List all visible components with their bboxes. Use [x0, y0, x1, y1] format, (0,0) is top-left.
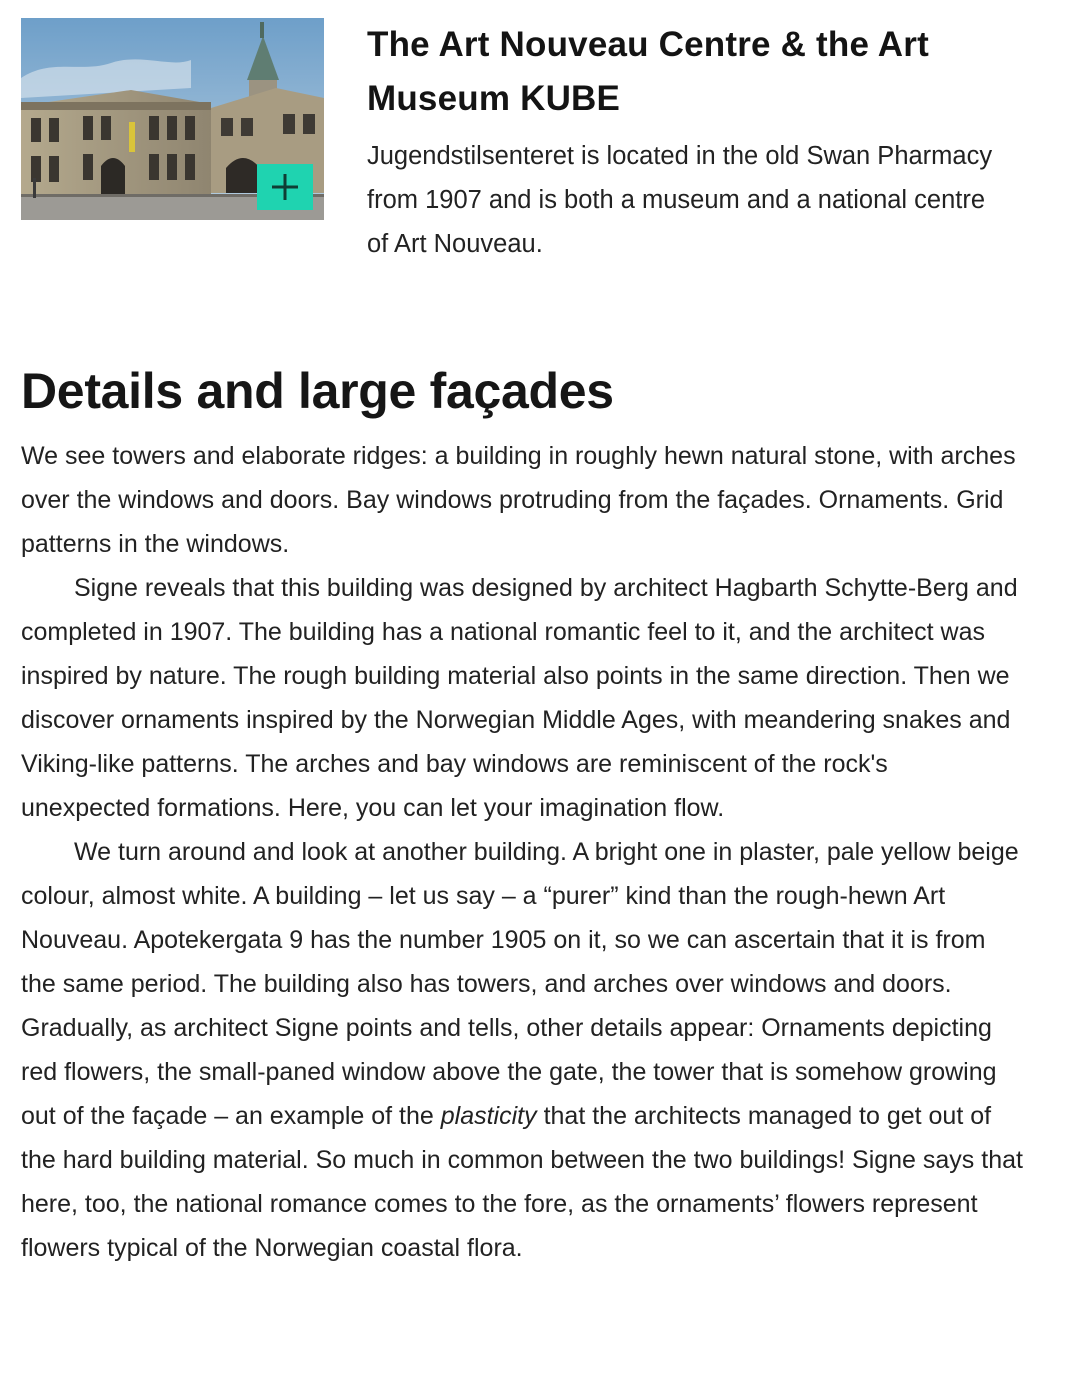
article-body [21, 434, 1023, 1270]
paragraph-3-text-end: that the architects managed to get out of the hard building material. So much in common between the two buildings! Signe says that here, too, the national romance comes to the fore, as the ornaments’ flowers represent flowers typical of the Norwegian coastal flora. [21, 1102, 1023, 1262]
add-button[interactable] [257, 164, 313, 210]
card-description: Jugendstilsenteret is located in the old Swan Pharmacy from 1907 and is both a museum and a national centre of Art Nouveau. [367, 142, 993, 258]
card-title[interactable]: The Art Nouveau Centre & the Art Museum KUBE [367, 25, 929, 118]
paragraph-1: We see towers and elaborate ridges: a building in roughly hewn natural stone, with arches over the windows and doors. Bay windows protruding from the façades. Ornaments. Grid patterns in the windows. [21, 442, 1016, 558]
emphasis-plasticity: plasticity [440, 1102, 537, 1130]
paragraph-2: Signe reveals that this building was designed by architect Hagbarth Schytte-Berg and completed in 1907. The building has a national romantic feel to it, and the architect was inspired by nature. The rough building material also points in the same direction. Then we discover ornaments inspired by the Norwegian Middle Ages, with meandering snakes and Viking-like patterns. The arches and bay windows are reminiscent of the rock's unexpected formations. Here, you can let your imagination flow. [21, 574, 1018, 822]
paragraph-3 [21, 830, 1023, 1270]
plus-icon [270, 172, 300, 202]
building-photo[interactable] [21, 18, 324, 220]
paragraph-3-text-start: We turn around and look at another building. A bright one in plaster, pale yellow beige colour, almost white. A building – let us say – a “purer” kind than the rough-hewn Art Nouveau. Apotekergata 9 has the number 1905 on it, so we can ascertain that it is from the same period. The building also has towers, and arches over windows and doors. Gradually, as architect Signe points and tells, other details appear: Ornaments depicting red flowers, the small-paned window above the gate, the tower that is somehow growing out of the façade – an example of the [21, 838, 1019, 1130]
teaser-card[interactable] [21, 18, 1061, 268]
card-text [367, 18, 1007, 266]
section-heading: Details and large façades [21, 363, 614, 419]
